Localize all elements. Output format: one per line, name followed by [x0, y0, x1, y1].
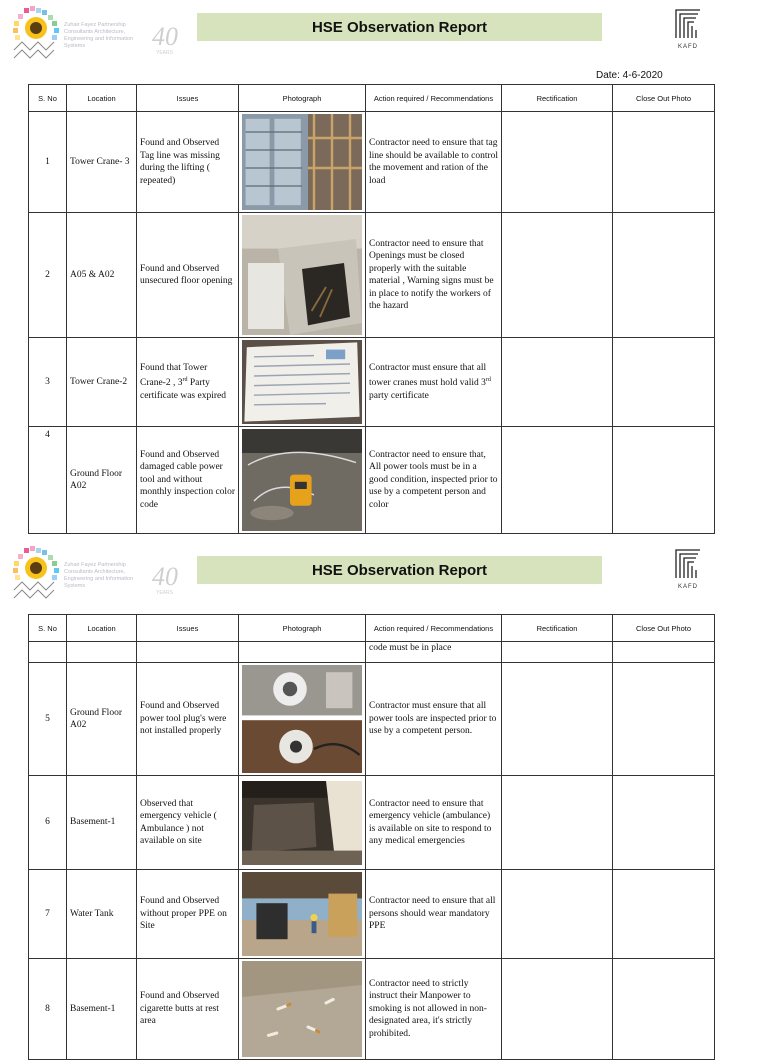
- continuation-row: [29, 642, 715, 663]
- row-closeout: [613, 870, 715, 959]
- tower-crane-photo: [242, 114, 362, 210]
- row-action: Contractor need to strictly instruct their Manpower to smoking is not allowed in non-designated area, it's strictly prohibited.: [366, 959, 502, 1060]
- row-action: Contractor must ensure that all power tools are inspected prior to use by a competent person.: [366, 663, 502, 776]
- header-issues: Issues: [137, 615, 239, 642]
- row-closeout: [613, 427, 715, 534]
- power-plug-photo: [242, 665, 362, 773]
- row-location: Basement-1: [67, 776, 137, 870]
- kafd-logo: [668, 4, 708, 60]
- row-action: Contractor need to ensure that, All power tools must be in a good condition, inspected prior to use by a competent person and color: [366, 427, 502, 534]
- header-action: Action required / Recommendations: [366, 615, 502, 642]
- table-row: [29, 338, 715, 427]
- row-location: Water Tank: [67, 870, 137, 959]
- header-sno: S. No: [29, 85, 67, 112]
- row-action: Contractor need to ensure that Openings must be closed properly with the suitable material , Warning signs must be in place to notify the workers of the hazard: [366, 213, 502, 338]
- row-photo: [239, 213, 366, 338]
- table-row: [29, 959, 715, 1060]
- anniversary-badge: 40: [152, 22, 178, 51]
- header-sno: S. No: [29, 615, 67, 642]
- row-issue: Found and Observed Tag line was missing during the lifting ( repeated): [137, 112, 239, 213]
- row-location: Ground Floor A02: [67, 427, 137, 534]
- row-rectification: [502, 663, 613, 776]
- row-rectification: [502, 870, 613, 959]
- row-issue: Found that Tower Crane-2 , 3rd Party certificate was expired: [137, 338, 239, 427]
- table-header-row: [29, 615, 715, 642]
- row-sno: 2: [29, 213, 67, 338]
- cigarette-butts-photo: [242, 961, 362, 1057]
- header-action: Action required / Recommendations: [366, 85, 502, 112]
- row-location: A05 & A02: [67, 213, 137, 338]
- row-issue: Found and Observed cigarette butts at rest area: [137, 959, 239, 1060]
- row-closeout: [613, 959, 715, 1060]
- table-row: [29, 663, 715, 776]
- row-sno: 5: [29, 663, 67, 776]
- table-row: [29, 870, 715, 959]
- table-row: [29, 112, 715, 213]
- table-row: [29, 427, 715, 534]
- row-closeout: [613, 776, 715, 870]
- header-photograph: Photograph: [239, 615, 366, 642]
- header-location: Location: [67, 615, 137, 642]
- anniversary-badge: 40: [152, 562, 178, 591]
- row-sno: 7: [29, 870, 67, 959]
- observation-table: [28, 84, 715, 534]
- zfp-logo: [6, 4, 191, 68]
- company-name: Zuhair Fayez Partnership Consultants Architecture, Engineering and Information Systems: [64, 22, 134, 49]
- row-sno: 4: [29, 427, 67, 534]
- row-photo: [239, 959, 366, 1060]
- row-location: Basement-1: [67, 959, 137, 1060]
- row-rectification: [502, 112, 613, 213]
- report-page-1: [0, 0, 768, 510]
- floor-opening-photo: [242, 215, 362, 335]
- basement-photo: [242, 781, 362, 865]
- row-issue: Found and Observed power tool plug's were not installed properly: [137, 663, 239, 776]
- row-closeout: [613, 663, 715, 776]
- row-photo: [239, 338, 366, 427]
- row-closeout: [613, 112, 715, 213]
- row-photo: [239, 663, 366, 776]
- header-photograph: Photograph: [239, 85, 366, 112]
- sunflower-logo-icon: [10, 546, 66, 604]
- row-sno: 8: [29, 959, 67, 1060]
- kafd-logo-icon: [668, 544, 708, 584]
- header-closeout: Close Out Photo: [613, 85, 715, 112]
- row-action: Contractor must ensure that all tower cranes must hold valid 3rd party certificate: [366, 338, 502, 427]
- row-rectification: [502, 776, 613, 870]
- row-issue: Found and Observed without proper PPE on Site: [137, 870, 239, 959]
- row-action: Contractor need to ensure that emergency vehicle (ambulance) is available on site to respond to any medical emergencies: [366, 776, 502, 870]
- company-name: Zuhair Fayez Partnership Consultants Architecture, Engineering and Information Systems: [64, 562, 134, 589]
- kafd-wordmark: KAFD: [677, 584, 698, 590]
- power-tool-photo: [242, 429, 362, 531]
- header-issues: Issues: [137, 85, 239, 112]
- anniversary-badge-sub: YEARS: [156, 50, 173, 56]
- header-closeout: Close Out Photo: [613, 615, 715, 642]
- zfp-logo: [6, 544, 191, 608]
- row-action: Contractor need to ensure that tag line should be available to control the movement and ration of the load: [366, 112, 502, 213]
- row-location: Tower Crane-2: [67, 338, 137, 427]
- row-photo: [239, 112, 366, 213]
- header-rectification: Rectification: [502, 85, 613, 112]
- row-rectification: [502, 427, 613, 534]
- row-sno: 6: [29, 776, 67, 870]
- kafd-logo-icon: [668, 4, 708, 44]
- row-rectification: [502, 213, 613, 338]
- row-closeout: [613, 213, 715, 338]
- header-rectification: Rectification: [502, 615, 613, 642]
- report-date: Date: 4-6-2020: [596, 70, 663, 81]
- row-issue: Found and Observed damaged cable power tool and without monthly inspection color code: [137, 427, 239, 534]
- row-sno: 3: [29, 338, 67, 427]
- report-title: HSE Observation Report: [197, 13, 602, 41]
- row-photo: [239, 776, 366, 870]
- row-rectification: [502, 959, 613, 1060]
- report-page-2: [0, 540, 768, 1039]
- kafd-wordmark: KAFD: [677, 44, 698, 50]
- water-tank-photo: [242, 872, 362, 956]
- row-location: Ground Floor A02: [67, 663, 137, 776]
- report-title: HSE Observation Report: [197, 556, 602, 584]
- certificate-photo: [242, 340, 362, 424]
- row-issue: Found and Observed unsecured floor opening: [137, 213, 239, 338]
- row-rectification: [502, 338, 613, 427]
- row-location: Tower Crane- 3: [67, 112, 137, 213]
- observation-table: [28, 614, 715, 1060]
- table-row: [29, 213, 715, 338]
- row-photo: [239, 870, 366, 959]
- header-location: Location: [67, 85, 137, 112]
- kafd-logo: [668, 544, 708, 600]
- row-action: Contractor need to ensure that all persons should wear mandatory PPE: [366, 870, 502, 959]
- sunflower-logo-icon: [10, 6, 66, 64]
- continuation-text: code must be in place: [366, 642, 502, 663]
- table-header-row: [29, 85, 715, 112]
- row-sno: 1: [29, 112, 67, 213]
- row-closeout: [613, 338, 715, 427]
- table-row: [29, 776, 715, 870]
- anniversary-badge-sub: YEARS: [156, 590, 173, 596]
- row-issue: Observed that emergency vehicle ( Ambulance ) not available on site: [137, 776, 239, 870]
- row-photo: [239, 427, 366, 534]
